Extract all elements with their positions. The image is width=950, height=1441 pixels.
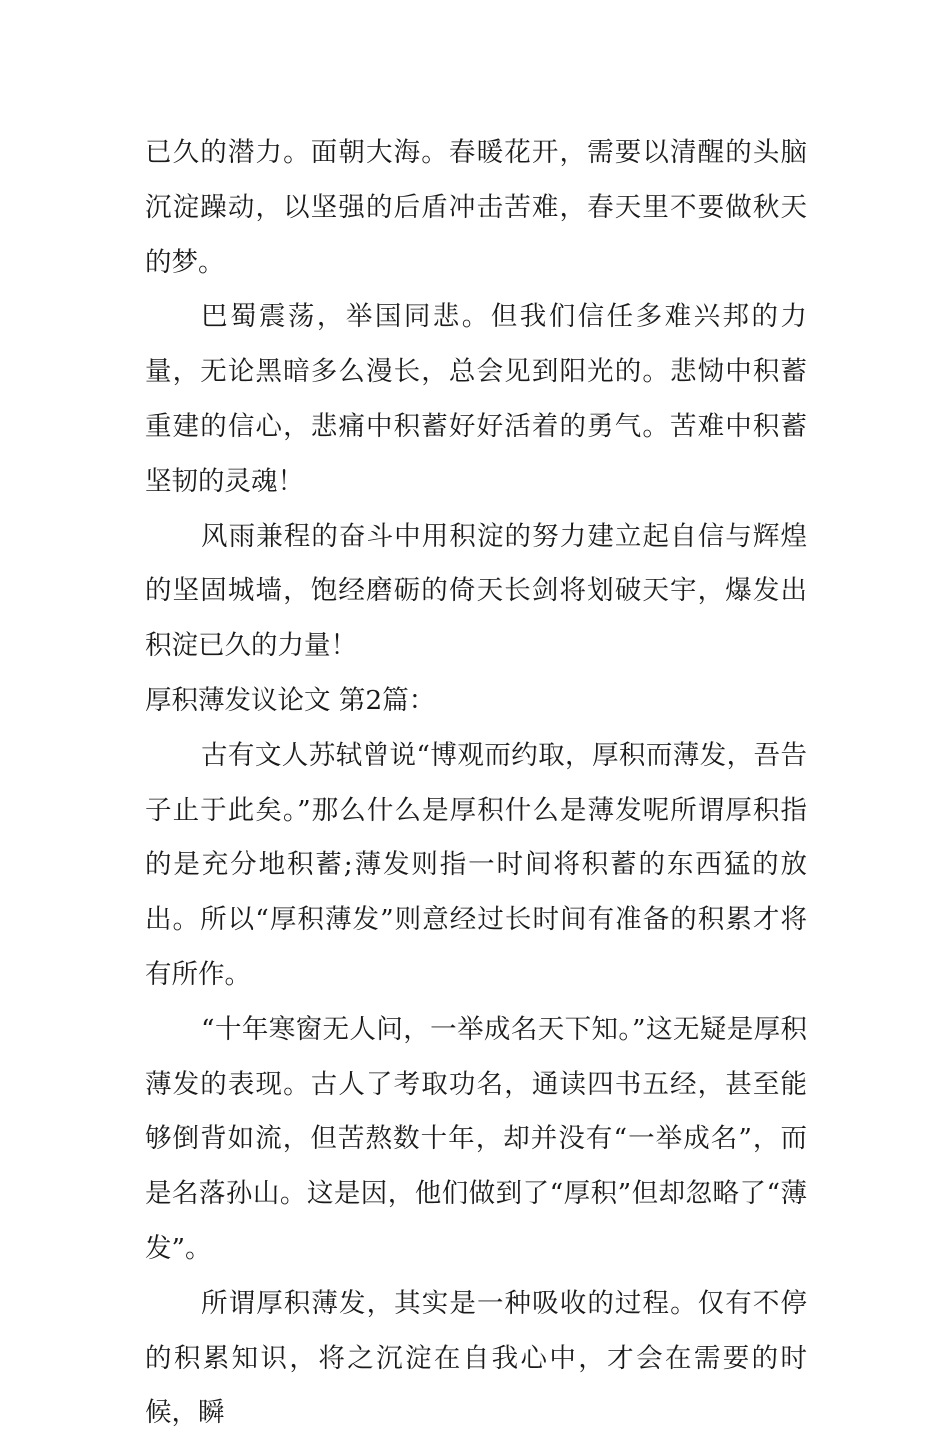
document-body xyxy=(145,126,807,1441)
paragraph-continued: 已久的潜力。面朝大海。春暖花开，需要以清醒的头脑沉淀躁动，以坚强的后盾冲击苦难，春天里不要做秋天的梦。 xyxy=(145,137,807,278)
section-heading: 厚积薄发议论文 第2篇： xyxy=(145,684,436,716)
paragraph: 风雨兼程的奋斗中用积淀的努力建立起自信与辉煌的坚固城墙，饱经磨砺的倚天长剑将划破天宇，爆发出积淀已久的力量！ xyxy=(145,520,807,662)
paragraph: 所谓厚积薄发，其实是一种吸收的过程。仅有不停的积累知识，将之沉淀在自我心中，才会在需要的时候，瞬 xyxy=(145,1287,807,1429)
paragraph: 巴蜀震荡，举国同悲。但我们信任多难兴邦的力量，无论黑暗多么漫长，总会见到阳光的。悲恸中积蓄重建的信心，悲痛中积蓄好好活着的勇气。苦难中积蓄坚韧的灵魂！ xyxy=(145,301,807,497)
paragraph: 古有文人苏轼曾说“博观而约取，厚积而薄发，吾告子止于此矣。”那么什么是厚积什么是薄发呢所谓厚积指的是充分地积蓄;薄发则指一时间将积蓄的东西猛的放出。所以“厚积薄发”则意经过长时间有准备的积累才将有所作。 xyxy=(145,739,807,990)
paragraph: “十年寒窗无人问，一举成名天下知。”这无疑是厚积薄发的表现。古人了考取功名，通读四书五经，甚至能够倒背如流，但苦熬数十年，却并没有“一举成名”，而是名落孙山。这是因，他们做到了“厚积”但却忽略了“薄发”。 xyxy=(145,1013,807,1264)
